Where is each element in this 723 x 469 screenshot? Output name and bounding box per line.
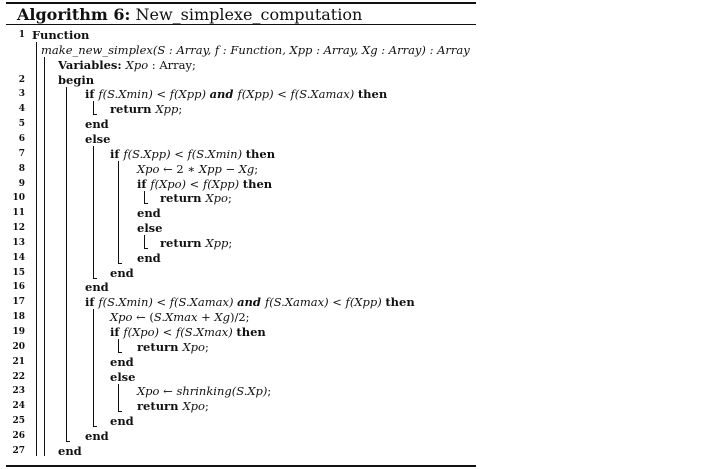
line-number: 9 [18, 178, 25, 189]
code-token: return [137, 339, 183, 354]
code-line [110, 414, 134, 429]
line-number: 13 [12, 237, 25, 248]
code-line [137, 399, 209, 414]
code-line [137, 384, 271, 399]
line-number [0, 58, 25, 73]
line-number: 18 [12, 312, 25, 323]
scope-bar-hook [66, 441, 70, 442]
code-token: then [385, 295, 415, 310]
code-token: Function [32, 28, 90, 42]
scope-bar-hook [144, 248, 148, 249]
scope-bar [118, 161, 119, 263]
scope-bar [44, 57, 45, 456]
code-token: ; [267, 384, 272, 399]
code-line [41, 43, 470, 58]
code-token: : Array; [148, 57, 196, 72]
title-rule [6, 24, 476, 25]
code-token: Variables: [58, 57, 126, 72]
code-token: then [242, 176, 273, 191]
code-token: end [85, 117, 109, 132]
code-token: ; [204, 339, 209, 354]
algorithm-name: New_simplexe_computation [135, 5, 363, 24]
code-token: end [110, 354, 134, 369]
code-line [85, 117, 109, 132]
code-token: end [110, 414, 134, 429]
line-number: 19 [12, 327, 25, 337]
line-number: 22 [12, 371, 25, 382]
code-token: return [160, 235, 206, 250]
line-number: 6 [18, 133, 25, 144]
code-token: S.Xmax + Xg [153, 310, 230, 325]
line-number: 23 [12, 386, 25, 397]
code-token: ← ( [132, 310, 154, 325]
code-line [137, 221, 162, 236]
code-token: shrinking(S.Xp) [176, 384, 268, 399]
code-token: Xpo [137, 384, 160, 399]
line-number: 3 [18, 89, 25, 100]
line-number: 4 [18, 104, 25, 115]
code-token: ; [204, 399, 209, 414]
scope-bar-hook [144, 203, 148, 204]
algorithm-title [17, 5, 362, 24]
code-line [110, 310, 250, 325]
code-token: ; [227, 191, 232, 206]
code-token: f(S.Xamax) < f(Xpp) [264, 295, 386, 310]
line-number: 21 [12, 356, 25, 367]
line-number: 25 [12, 416, 25, 427]
line-number: 16 [12, 282, 25, 293]
code-line [110, 325, 266, 340]
code-line [110, 370, 135, 385]
code-token: end [110, 265, 134, 280]
code-token: f(S.Xmin) < f(S.Xamax) [98, 295, 238, 310]
code-line [85, 87, 387, 102]
code-token: f(Xpp) < f(S.Xamax) [237, 87, 358, 102]
code-token: end [85, 428, 109, 443]
scope-bar [144, 235, 145, 248]
code-line [58, 58, 196, 73]
code-token: ← [159, 384, 177, 399]
code-line [160, 236, 232, 251]
line-number: 11 [12, 208, 25, 219]
line-number: 5 [18, 119, 25, 130]
line-number: 10 [12, 193, 25, 204]
code-line [110, 355, 134, 370]
code-token: f(Xpo) < f(Xpp) [150, 176, 243, 191]
scope-bar-hook [93, 426, 97, 427]
code-token: Xpp [155, 102, 179, 117]
code-line [110, 266, 134, 281]
line-number: 20 [12, 341, 25, 352]
code-token: make_new_simplex(S : Array, f : Function, Xpp : Array, Xg : Array) : Array [41, 42, 470, 57]
code-line [85, 295, 415, 310]
code-token: if [137, 176, 151, 191]
code-token: ; [228, 235, 233, 250]
code-token: then [236, 325, 266, 339]
code-token: Xpo [205, 191, 228, 206]
code-token: f(S.Xmin) < f(Xpp) [98, 87, 210, 102]
code-token: then [357, 87, 388, 102]
top-rule [6, 2, 476, 4]
code-line [32, 28, 89, 43]
scope-bar-hook [93, 114, 97, 115]
bottom-rule [6, 465, 476, 467]
line-number: 27 [12, 445, 25, 456]
code-token: )/2; [229, 310, 250, 325]
line-number: 14 [12, 252, 25, 263]
code-line [137, 177, 272, 192]
scope-bar-hook [118, 411, 122, 412]
code-token: end [137, 206, 161, 221]
code-token: end [85, 280, 109, 295]
code-line [58, 73, 94, 88]
scope-bar-hook [118, 263, 122, 264]
code-token: if [110, 325, 124, 339]
code-token: Xpp − Xg [198, 161, 255, 176]
code-token: if [85, 295, 99, 310]
code-token: Xpo [125, 57, 149, 72]
code-line [85, 132, 110, 147]
scope-bar [93, 101, 94, 114]
scope-bar [118, 384, 119, 412]
code-line [110, 147, 275, 162]
scope-bar [118, 339, 119, 352]
code-line [137, 206, 161, 221]
scope-bar [93, 146, 94, 278]
code-token: else [110, 369, 136, 384]
code-token: Xpo [182, 399, 205, 414]
code-line [137, 162, 258, 177]
code-line [110, 102, 182, 117]
code-line [137, 251, 161, 266]
scope-bar-hook [93, 278, 97, 279]
scope-bar [93, 309, 94, 426]
code-token: else [137, 221, 163, 236]
line-number: 15 [12, 267, 25, 278]
line-number: 2 [18, 74, 25, 85]
scope-bar-hook [118, 352, 122, 353]
code-line [85, 429, 109, 444]
code-token: begin [58, 72, 95, 87]
line-number [0, 43, 25, 58]
scope-bar [144, 191, 145, 204]
code-line [85, 280, 109, 295]
algorithm-label: Algorithm 6: [17, 5, 131, 24]
code-token: if [110, 146, 124, 161]
code-token: return [160, 191, 206, 206]
code-token: then [245, 146, 276, 161]
code-token: and [237, 295, 265, 310]
code-token: else [85, 131, 111, 146]
scope-bar [66, 87, 67, 441]
code-token: Xpo [110, 310, 133, 325]
code-token: return [137, 399, 183, 414]
line-number: 17 [12, 297, 25, 308]
code-token: Xpo [137, 161, 160, 176]
code-line [160, 191, 232, 206]
code-token: end [58, 443, 82, 458]
line-number: 12 [12, 223, 25, 234]
code-token: ; [254, 161, 259, 176]
line-number: 1 [18, 30, 25, 40]
code-token: if [85, 87, 99, 102]
line-number: 7 [18, 148, 25, 159]
code-token: ← 2 ∗ [159, 161, 199, 176]
line-number: 26 [12, 430, 25, 441]
code-token: ; [178, 102, 183, 117]
code-token: Xpp [205, 235, 229, 250]
scope-bar [36, 42, 37, 456]
code-line [137, 340, 209, 355]
line-number: 8 [18, 163, 25, 174]
code-token: f(S.Xpp) < f(S.Xmin) [123, 146, 246, 161]
code-token: end [137, 250, 161, 265]
code-line [58, 444, 82, 459]
line-number: 24 [12, 401, 25, 412]
code-token: return [110, 102, 156, 117]
code-token: and [209, 87, 238, 102]
code-token: Xpo [182, 339, 205, 354]
code-token: f(Xpo) < f(S.Xmax) [123, 325, 237, 339]
